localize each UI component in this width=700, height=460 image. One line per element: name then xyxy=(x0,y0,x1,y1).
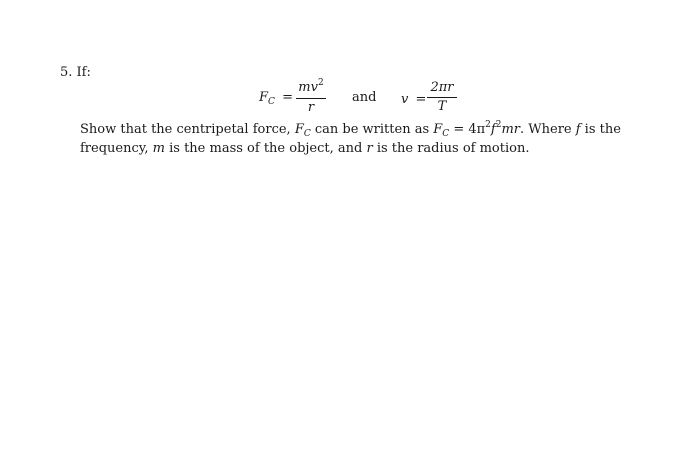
statement-part-5: is the frequency, xyxy=(80,122,621,156)
eq2-equals: = xyxy=(415,92,427,107)
connector-and: and xyxy=(352,90,377,105)
eq1-numerator-text: mv xyxy=(298,80,318,95)
problem-statement xyxy=(80,121,640,158)
statement-part-7: is the radius of motion. xyxy=(372,141,530,156)
statement-part-6: is the mass of the object, and xyxy=(164,141,367,156)
pi-exponent: 2 xyxy=(485,120,491,130)
problem-heading xyxy=(60,65,91,80)
mass-var: m xyxy=(152,141,165,156)
eq1-force-var: F xyxy=(259,90,269,105)
eq1-lhs xyxy=(259,90,293,105)
eq1-fraction-bar xyxy=(296,98,326,99)
fc-subscript-2: C xyxy=(442,129,450,139)
radius-var: r xyxy=(366,141,373,156)
fc-var-1: F xyxy=(294,122,304,137)
eq2-fraction xyxy=(427,80,457,115)
problem-intro: If: xyxy=(76,65,91,80)
eq2-denominator: T xyxy=(437,99,447,114)
given-equations xyxy=(0,80,700,120)
eq2-numerator: 2πr xyxy=(430,80,454,95)
eq1-numerator xyxy=(296,80,326,97)
statement-part-4: . Where xyxy=(520,122,576,137)
eq1-numerator-exponent: 2 xyxy=(317,78,324,88)
eq2-fraction-bar xyxy=(427,97,457,98)
eq1-force-subscript: C xyxy=(268,97,275,107)
eq1-fraction xyxy=(296,80,326,116)
statement-part-1: Show that the centripetal force, xyxy=(80,122,295,137)
statement-part-3: = 4π xyxy=(449,122,486,137)
mass-radius-vars: mr xyxy=(501,122,520,137)
problem-number: 5. xyxy=(60,65,73,80)
eq2-lhs xyxy=(401,92,426,107)
eq1-equals: = xyxy=(282,90,293,105)
statement-part-2: can be written as xyxy=(310,122,434,137)
eq1-denominator: r xyxy=(307,100,315,115)
fc-var-2: F xyxy=(433,122,443,137)
frequency-exponent: 2 xyxy=(495,120,502,130)
fc-subscript-1: C xyxy=(303,129,311,139)
eq2-velocity-var: v xyxy=(401,92,409,107)
frequency-var-1: f xyxy=(490,122,496,137)
frequency-var-2: f xyxy=(575,122,581,137)
